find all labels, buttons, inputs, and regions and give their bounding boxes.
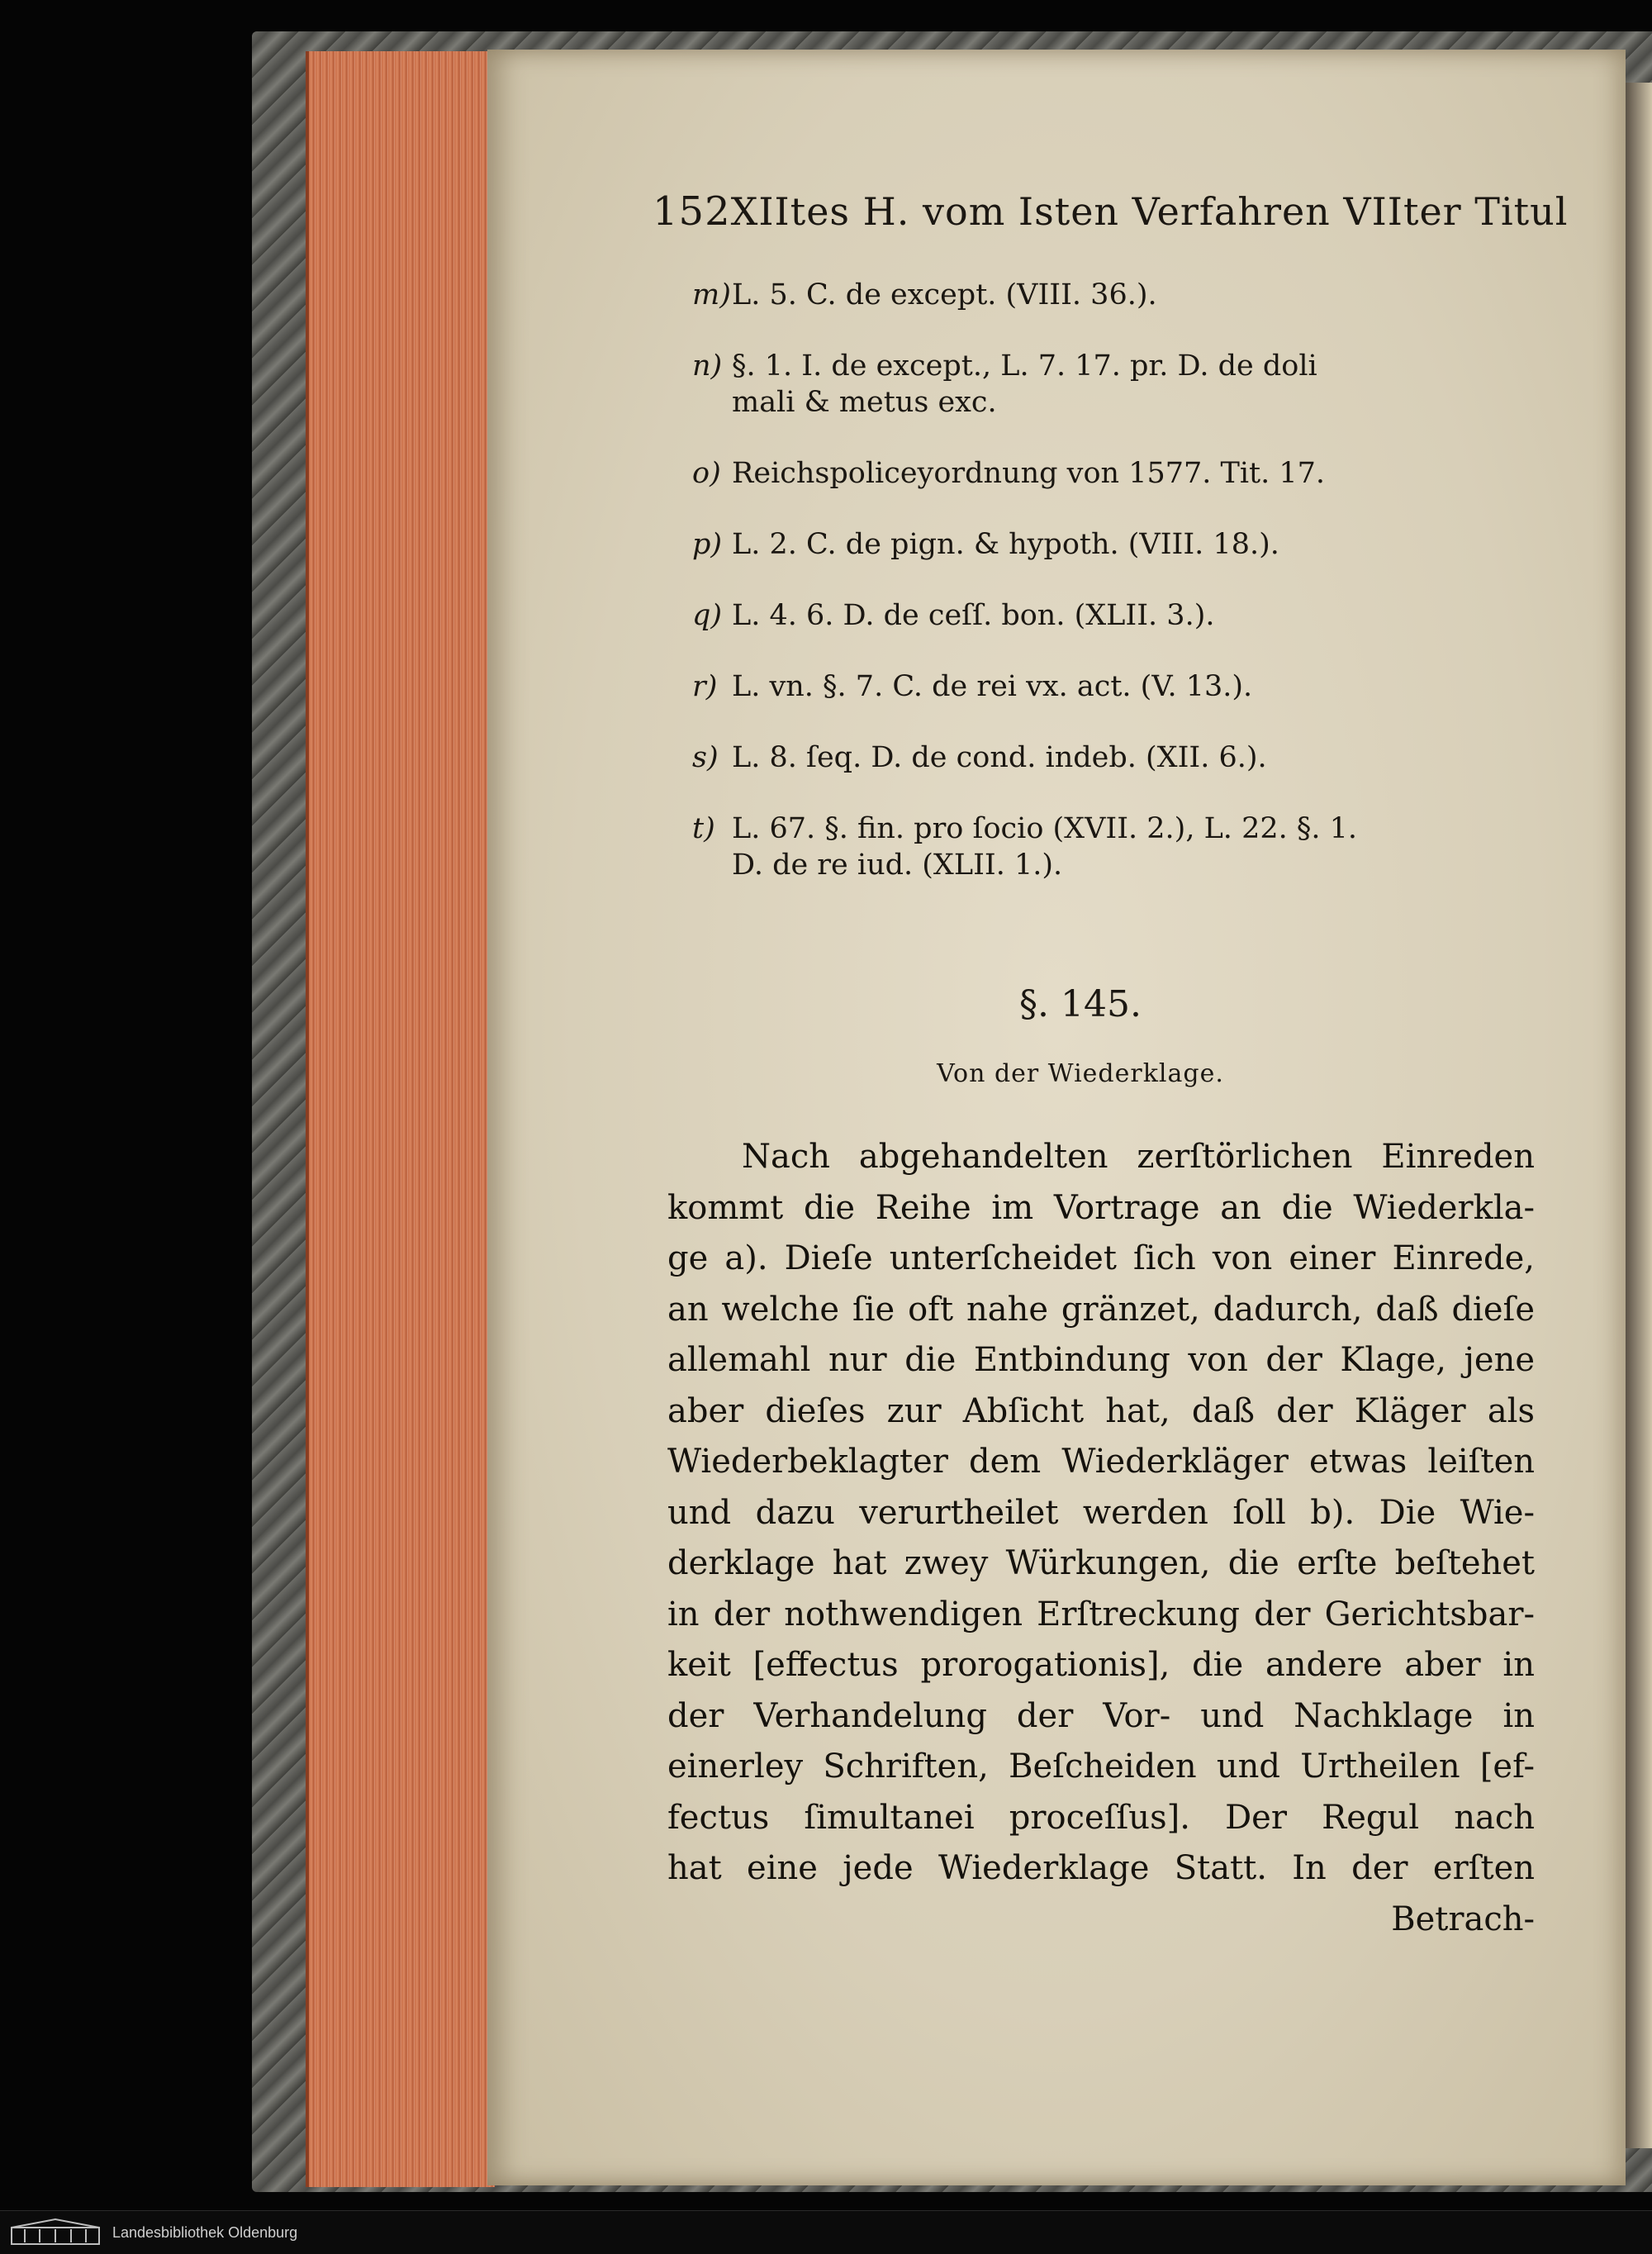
footnote-line: L. 8. ſeq. D. de cond. indeb. (XII. 6.). <box>732 741 1267 774</box>
footnote-line: L. 2. C. de pign. & hypoth. (VIII. 18.). <box>732 528 1279 561</box>
body-line: fectus ſimultanei proceſſus]. Der Regul nach <box>667 1798 1535 1837</box>
footnote-text <box>732 455 1543 492</box>
section-number: §. 145. <box>1019 983 1142 1025</box>
footnote-line: L. 5. C. de except. (VIII. 36.). <box>732 278 1157 311</box>
footnote-text <box>732 348 1543 421</box>
body-line: kommt die Reihe im Vortrage an die Wiederkla- <box>667 1188 1535 1227</box>
footnote-marker: s) <box>692 741 719 774</box>
footnote-marker: q) <box>692 599 723 632</box>
footnote <box>692 455 1543 492</box>
footnote-marker: r) <box>692 670 718 703</box>
footnote <box>692 668 1543 705</box>
footnote <box>692 348 1543 421</box>
footnote-text <box>732 526 1543 563</box>
body-line: Wiederbeklagter dem Wiederkläger etwas leiſten <box>667 1443 1535 1481</box>
page-number: 152 <box>653 188 731 235</box>
body-line: keit [effectus prorogationis], die andere aber in <box>667 1646 1535 1684</box>
footnote-text <box>732 597 1543 634</box>
body-line: allemahl nur die Entbindung von der Klage, jene <box>667 1341 1535 1379</box>
footnote-marker: n) <box>692 350 723 383</box>
footnote-text <box>732 277 1543 313</box>
page-edges <box>306 51 495 2187</box>
running-head-title: XIItes H. vom Isten Verfahren VIIter Titul <box>730 189 1569 234</box>
body-line: Nach abgehandelten zerſtörlichen Einreden <box>742 1138 1535 1176</box>
footnote-text <box>732 668 1543 705</box>
body-line: aber dieſes zur Abſicht hat, daß der Kläger als <box>667 1391 1535 1430</box>
footnote-marker: m) <box>692 278 731 311</box>
body-line: der Verhandelung der Vor- und Nachklage in <box>667 1696 1535 1735</box>
body-line: und dazu verurtheilet werden ſoll b). Die Wie- <box>667 1493 1535 1532</box>
footnotes <box>692 277 1543 918</box>
library-logo-icon <box>10 2218 101 2247</box>
footnote-line: §. 1. I. de except., L. 7. 17. pr. D. de doli <box>732 350 1317 383</box>
footnote-line: Reichspoliceyordnung von 1577. Tit. 17. <box>732 457 1326 490</box>
footnote-text <box>732 739 1543 776</box>
body-line: an welche ſie oft nahe gränzet, dadurch, daß dieſe <box>667 1290 1535 1329</box>
footnote-marker: o) <box>692 457 721 490</box>
footnote-marker: t) <box>692 812 715 845</box>
library-name: Landesbibliothek Oldenburg <box>112 2223 298 2241</box>
footnote-marker: p) <box>692 528 723 561</box>
footnote-line: L. 4. 6. D. de ceſſ. bon. (XLII. 3.). <box>732 599 1215 632</box>
footnote-line: D. de re iud. (XLII. 1.). <box>732 849 1063 882</box>
footer-bar <box>0 2210 1652 2254</box>
body-line: einerley Schriften, Beſcheiden und Urtheilen [ef- <box>667 1748 1535 1786</box>
body-line: ge a). Dieſe unterſcheidet ſich von einer Einrede, <box>667 1239 1535 1277</box>
running-head <box>653 188 1569 235</box>
body-line: in der nothwendigen Erſtreckung der Gerichtsbar- <box>667 1595 1535 1633</box>
footnote-line: mali & metus exc. <box>732 386 997 419</box>
catchword: Betrach- <box>1391 1900 1535 1938</box>
body-line: derklage hat zwey Würkungen, die erſte beſtehet <box>667 1544 1535 1582</box>
footnote <box>692 811 1543 883</box>
footnote-line: L. vn. §. 7. C. de rei vx. act. (V. 13.). <box>732 670 1253 703</box>
section-heading: Von der Wiederklage. <box>937 1059 1224 1088</box>
footnote <box>692 526 1543 563</box>
footnote <box>692 597 1543 634</box>
footnote <box>692 739 1543 776</box>
footnote <box>692 277 1543 313</box>
body-line: hat eine jede Wiederklage Statt. In der erſten <box>667 1849 1535 1887</box>
footnote-line: L. 67. §. fin. pro ſocio (XVII. 2.), L. 22. §. 1. <box>732 812 1357 845</box>
facing-page-edge <box>1626 83 1652 2148</box>
body-text <box>667 1132 1535 1945</box>
footnote-text <box>732 811 1543 883</box>
